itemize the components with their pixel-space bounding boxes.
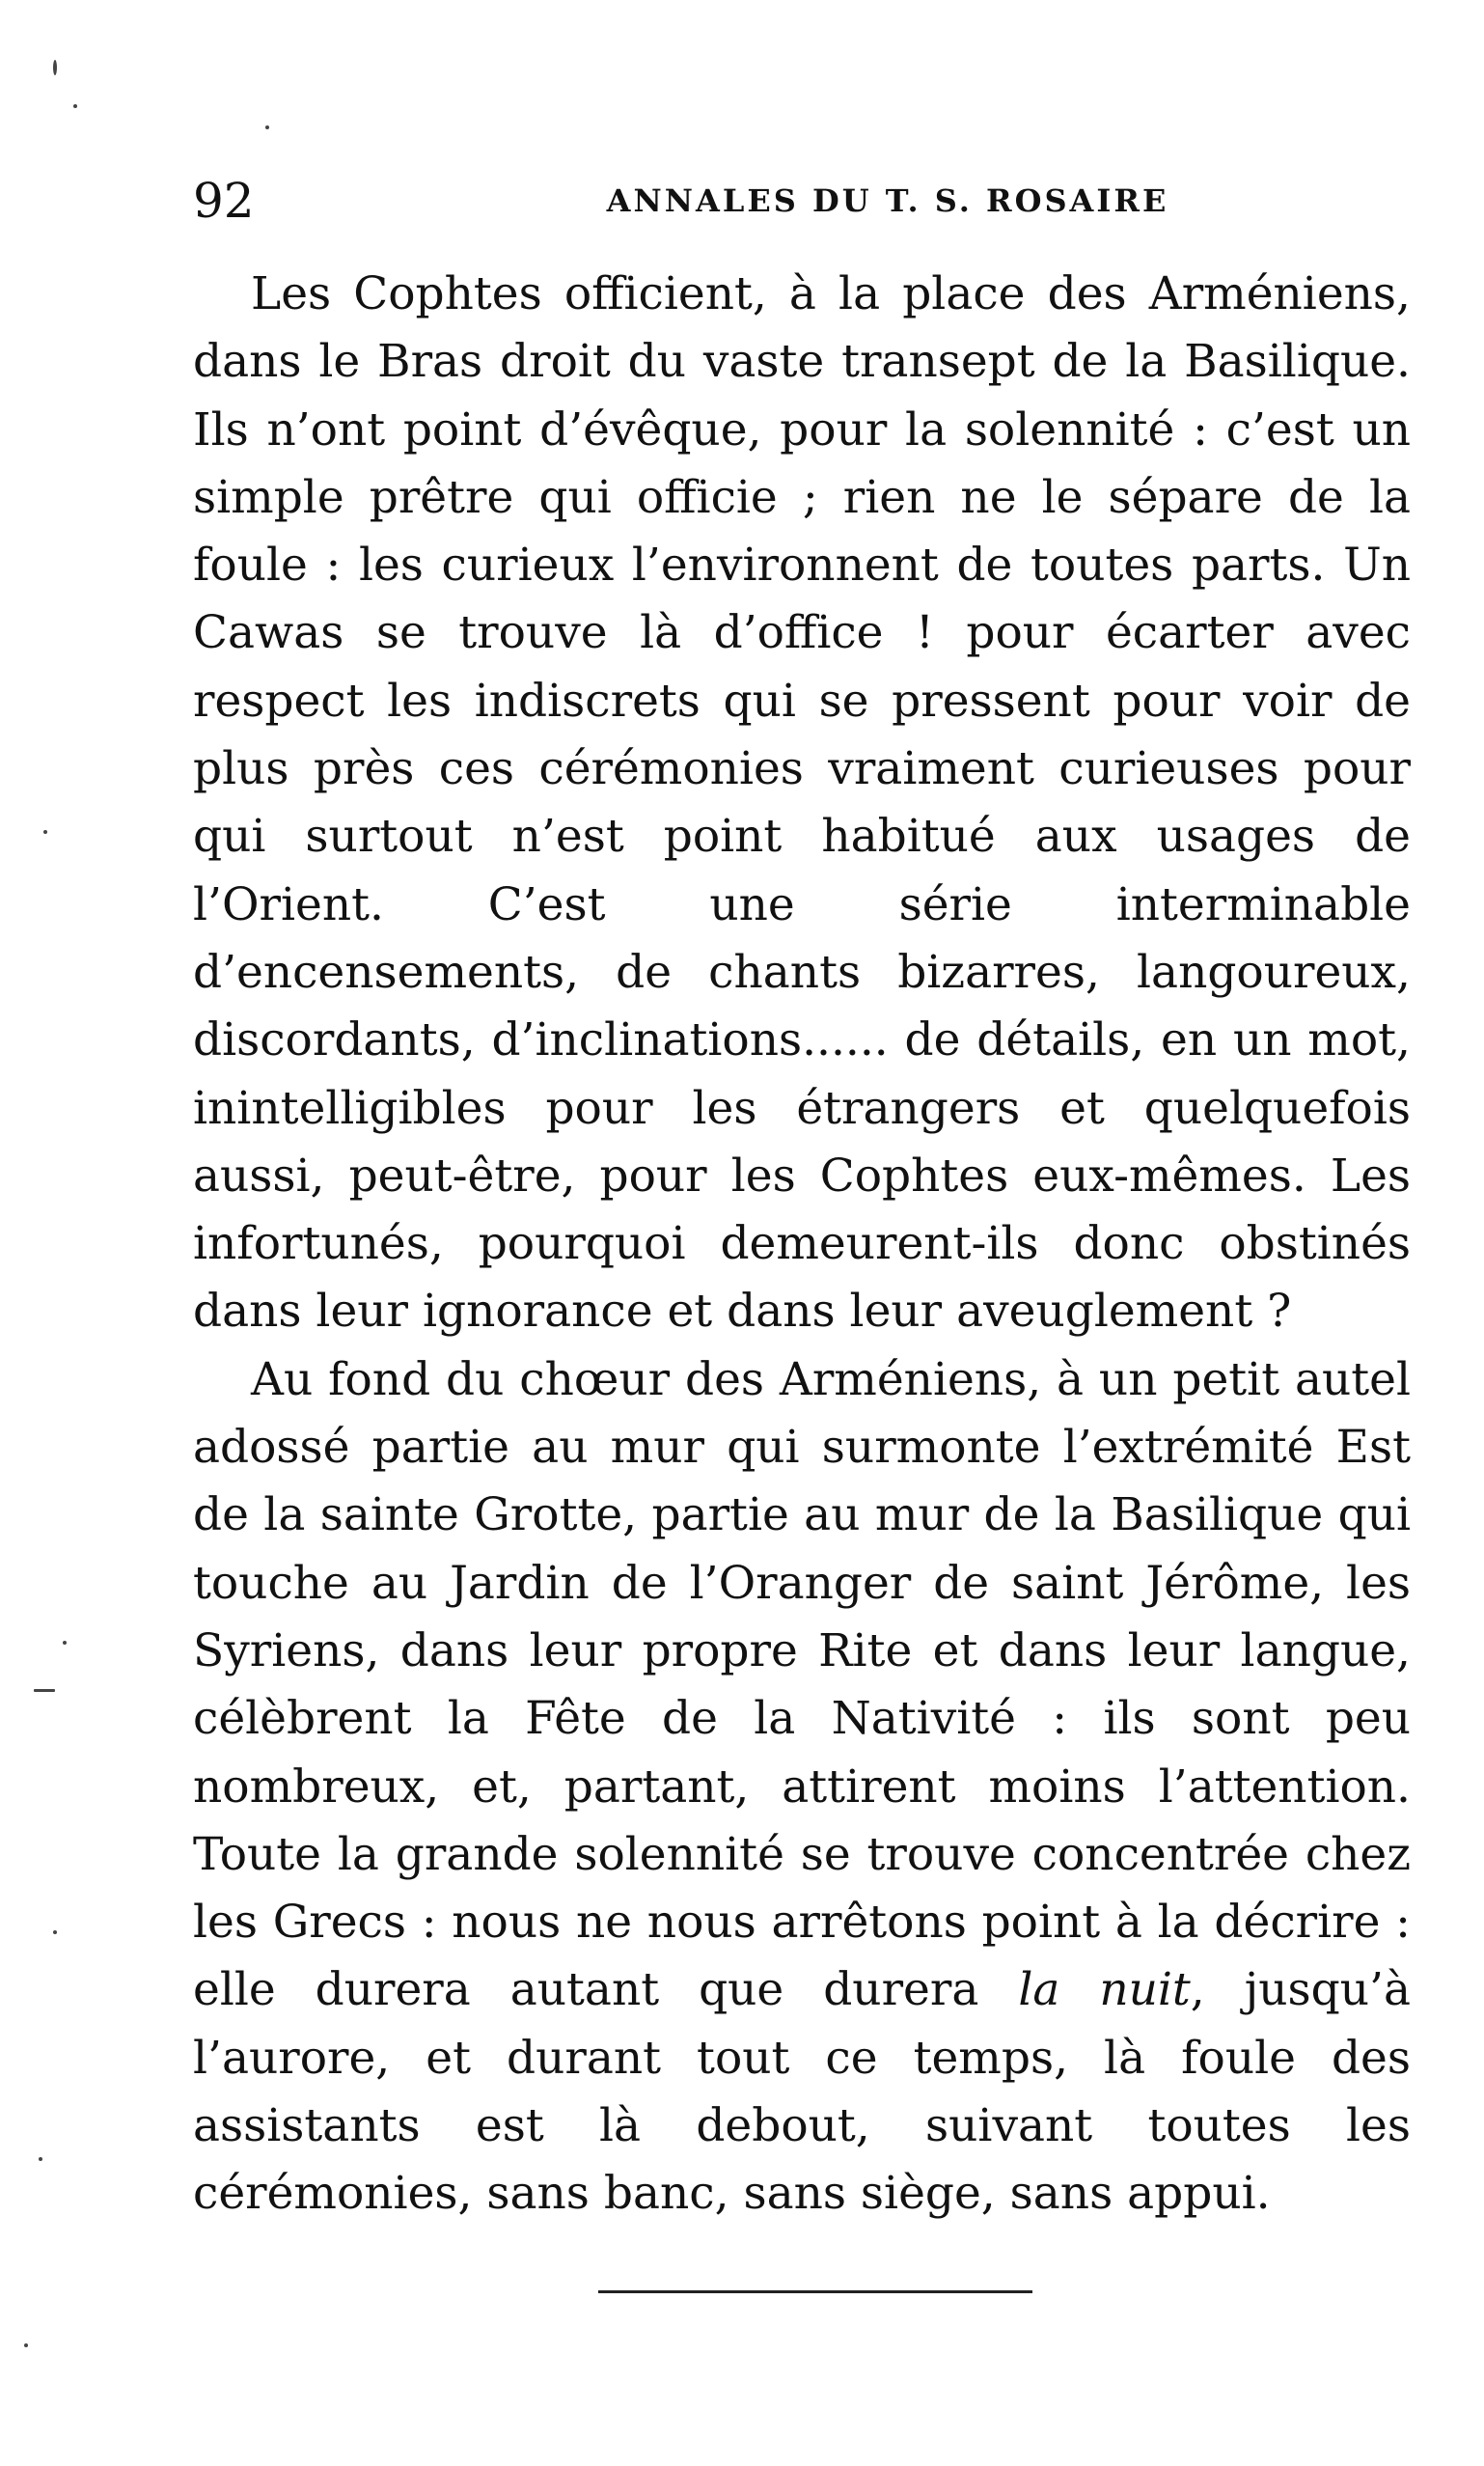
scan-speck xyxy=(265,125,269,129)
paragraph-cophtes: Les Cophtes officient, à la place des Arméniens, dans le Bras droit du vaste transept de la Basilique. Ils n’ont point d’évêque, pour la solennité : c’est un simple prêtre qui officie ; rien ne le sépare de la foule : les curieux l’environnent de toutes parts. Un Cawas se trouve là d’office ! pour écarter avec respect les indiscrets qui se pressent pour voir de plus près ces cérémonies vraiment curieuses pour qui surtout n’est point habitué aux usages de l’Orient. C’est une série interminable d’encensements, de chants bizarres, langoureux, discordants, d’inclinations...... de détails, en un mot, inintelligibles pour les étrangers et quelquefois aussi, peut-être, pour les Cophtes eux-mêmes. Les infortunés, pourquoi demeurent-ils donc obstinés dans leur ignorance et dans leur aveuglement ? xyxy=(193,267,1411,1339)
paragraph-syriens xyxy=(193,1346,1411,2229)
closing-rule xyxy=(598,2290,1032,2293)
scan-speck xyxy=(34,1689,55,1692)
paragraph-syriens-ending: , jusqu’à l’aurore, et durant tout ce temps, là foule des assistants est là debout, suivant toutes les cérémonies, sans banc, sans siège, sans appui. xyxy=(193,1963,1411,2221)
scan-speck xyxy=(53,1930,57,1934)
scan-speck xyxy=(73,104,77,108)
paragraph-syriens-text: Au fond du chœur des Arméniens, à un petit autel adossé partie au mur qui surmonte l’extrémité Est de la sainte Grotte, partie au mur de la Basilique qui touche au Jardin de l’Oranger de saint Jérôme, les Syriens, dans leur propre Rite et dans leur langue, célèbrent la Fête de la Nativité : ils sont peu nombreux, et, partant, attirent moins l’attention. Toute la grande solennité se trouve concentrée chez les Grecs : nous ne nous arrêtons point à la décrire : elle durera autant que durera xyxy=(193,1352,1411,2017)
body-text xyxy=(193,261,1411,2229)
page-header xyxy=(193,162,1438,239)
scan-speck xyxy=(39,2157,42,2161)
running-title: ANNALES DU T. S. ROSAIRE xyxy=(606,182,1169,219)
page-number: 92 xyxy=(193,173,255,229)
italic-phrase: la nuit xyxy=(1018,1963,1191,2017)
scan-speck xyxy=(63,1641,67,1645)
scan-speck xyxy=(53,60,57,75)
scan-speck xyxy=(43,830,47,834)
scan-speck xyxy=(24,2343,28,2347)
